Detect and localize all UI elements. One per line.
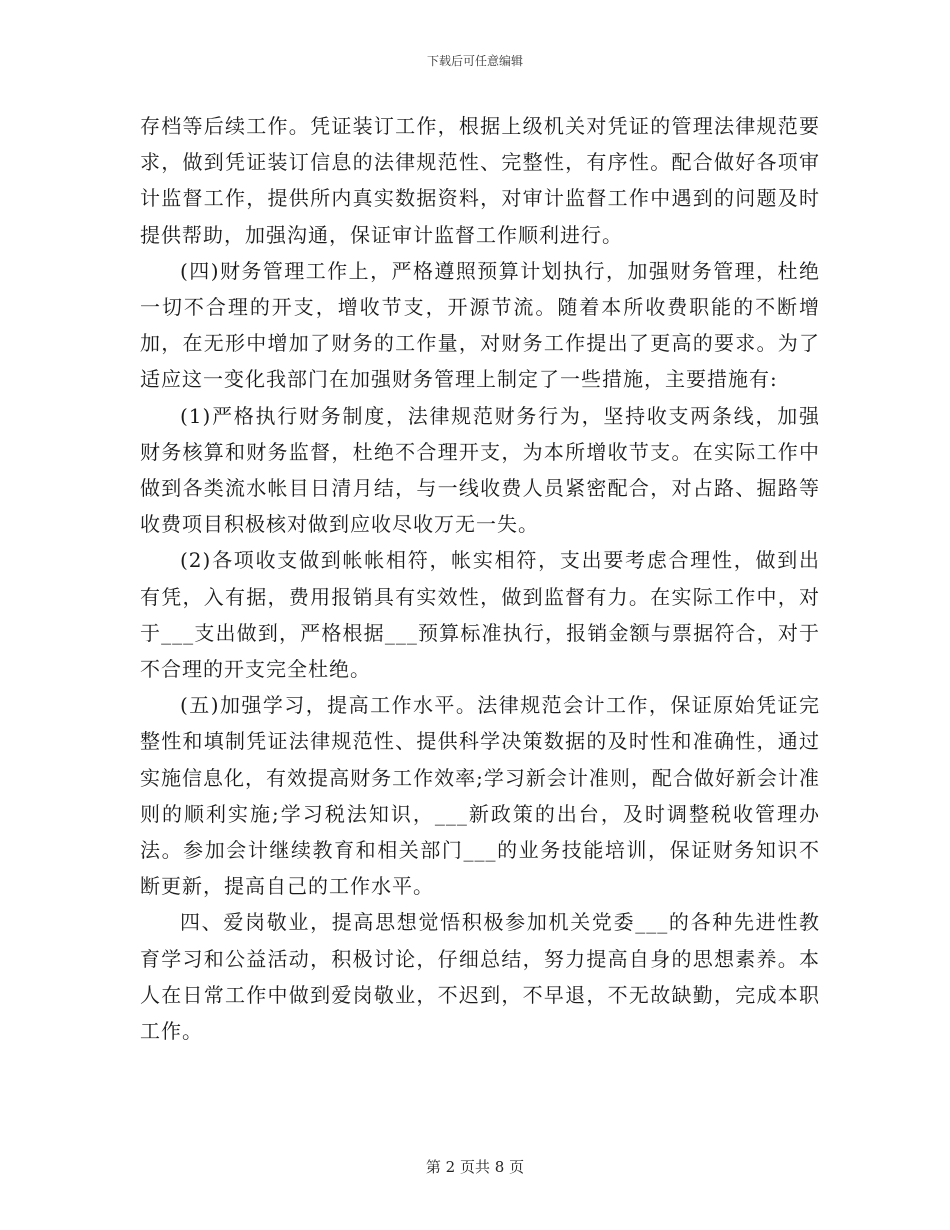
paragraph-archiving: 存档等后续工作。凭证装订工作，根据上级机关对凭证的管理法律规范要求，做到凭证装订信息的法律规范性、完整性，有序性。配合做好各项审计监督工作，提供所内真实数据资料，对审计监督工作中遇到的问题及时提供帮助，加强沟通，保证审计监督工作顺利进行。	[140, 114, 820, 247]
paragraph-dedication: 四、爱岗敬业，提高思想觉悟积极参加机关党委___的各种先进性教育学习和公益活动，积极讨论，仔细总结，努力提高自身的思想素养。本人在日常工作中做到爱岗敬业，不迟到，不早退，不无故缺勤，完成本职工作。	[140, 910, 820, 1044]
page-footer: 第 2 页共 8 页	[425, 1158, 525, 1176]
page-header: 下载后可任意编辑	[426, 54, 523, 68]
paragraph-section-five-study: (五)加强学习，提高工作水平。法律规范会计工作，保证原始凭证完整性和填制凭证法律规范性、提供科学决策数据的及时性和准确性，通过实施信息化，有效提高财务工作效率;学习新会计准则，配合做好新会计准则的顺利实施;学习税法知识，___新政策的出台，及时调整税收管理办法。参加会计继续教育和相关部门___的业务技能培训，保证财务知识不断更新，提高自己的工作水平。	[140, 693, 820, 899]
document-body	[140, 108, 820, 1049]
paragraph-measure-two: (2)各项收支做到帐帐相符，帐实相符，支出要考虑合理性，做到出有凭，入有据，费用报销具有实效性，做到监督有力。在实际工作中，对于___支出做到，严格根据___预算标准执行，报销金额与票据符合，对于不合理的开支完全杜绝。	[140, 548, 820, 682]
paragraph-section-four-finance: (四)财务管理工作上，严格遵照预算计划执行，加强财务管理，杜绝一切不合理的开支，增收节支，开源节流。随着本所收费职能的不断增加，在无形中增加了财务的工作量，对财务工作提出了更高的要求。为了适应这一变化我部门在加强财务管理上制定了一些措施，主要措施有:	[140, 258, 820, 392]
paragraph-measure-one: (1)严格执行财务制度，法律规范财务行为，坚持收支两条线，加强财务核算和财务监督，杜绝不合理开支，为本所增收节支。在实际工作中做到各类流水帐目日清月结，与一线收费人员紧密配合，对占路、掘路等收费项目积极核对做到应收尽收万无一失。	[140, 403, 820, 537]
